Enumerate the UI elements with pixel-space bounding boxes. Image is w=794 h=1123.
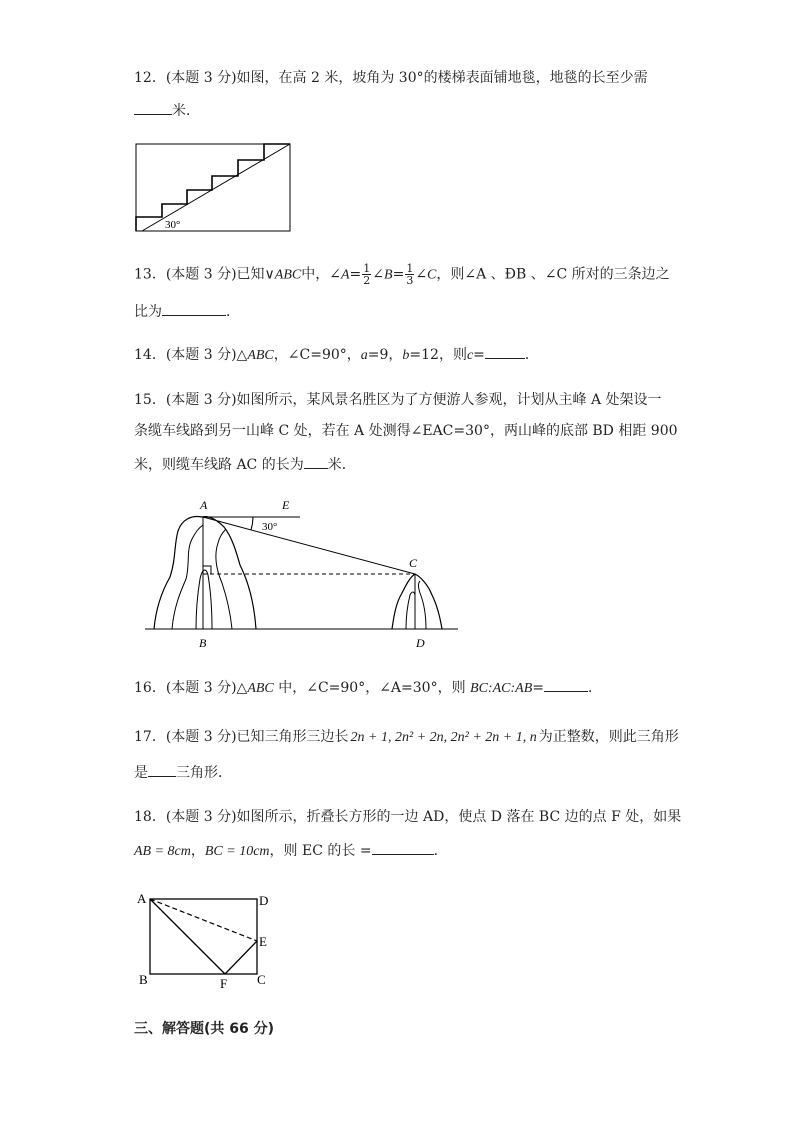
q15-small-mountain (392, 574, 442, 629)
q15-answer-blank[interactable] (304, 454, 328, 469)
q15-label-c: C (409, 556, 418, 570)
q14-var-b: b (402, 348, 410, 363)
q12-angle-label: 30° (165, 219, 181, 231)
q18-bc: BC = 10cm (204, 844, 270, 859)
q13-line1 (134, 263, 670, 286)
q14-text3: =12，则 (409, 347, 467, 363)
q14-text1: ，∠C=90°， (273, 347, 361, 363)
q18-answer-blank[interactable] (372, 840, 434, 855)
q12-answer-blank[interactable] (134, 100, 172, 115)
q12-slope (142, 144, 290, 231)
q18-line-ae (150, 899, 257, 941)
section-3-heading: 三、解答题(共 66 分) (134, 1021, 275, 1037)
q13-fraction-third: $\frac{1}{3}$ (406, 262, 414, 287)
q15-line3-b: 米． (327, 457, 356, 473)
q14-var-a: a (360, 348, 368, 363)
q16-triangle: △ABC (236, 681, 274, 696)
q18-label-e: E (259, 934, 267, 949)
q18-line1: 18．(本题 3 分)如图所示，折叠长方形的一边 AD，使点 D 落在 BC 边的点 F 处，如果 (134, 809, 682, 825)
q17-line2 (134, 762, 232, 783)
q12-line1: 12．(本题 3 分)如图，在高 2 米，坡角为 30°的楼梯表面铺地毯，地毯的长至少需 (134, 70, 648, 86)
q17-line2-b: 三角形． (176, 765, 232, 781)
q15-cable-car-figure (140, 495, 465, 655)
q18-line-af (150, 899, 225, 974)
q12-unit: 米． (172, 103, 200, 119)
q13-eq1: = (349, 266, 362, 283)
q15-line1: 15．(本题 3 分)如图所示，某风景名胜区为了方便游人参观，计划从主峰 A 处架设一 (134, 392, 662, 408)
q16-answer-blank[interactable] (544, 677, 588, 692)
q18-label-d: D (259, 893, 269, 908)
q15-small-ridge1 (406, 592, 415, 629)
q15-angle-label: 30° (262, 521, 278, 533)
q13-eq2: = (392, 266, 405, 283)
q13-end: ． (226, 304, 240, 320)
q16-end: ． (588, 680, 602, 696)
q18-label-f: F (220, 976, 228, 991)
q14-prefix: 14．(本题 3 分) (134, 347, 237, 363)
q15-small-ridge2 (419, 581, 427, 629)
q13-line2-text: 比为 (134, 304, 162, 320)
q18-label-b: B (139, 972, 148, 987)
q18-text: ，则 EC 的长 = (269, 843, 372, 859)
q18-line-fe (225, 941, 257, 974)
q17-answer-blank[interactable] (148, 762, 176, 777)
q13-zhong: 中， (301, 266, 330, 283)
q16-text2: = (532, 680, 544, 696)
q13-prefix: 13．(本题 3 分)已知 (134, 266, 265, 283)
q18-label-c: C (257, 972, 266, 987)
q13-fraction-half: $\frac{1}{2}$ (363, 262, 371, 287)
q16-line (134, 677, 602, 699)
q15-label-e: E (282, 498, 290, 512)
q15-mountain-ridge3 (196, 570, 212, 629)
q18-line2 (134, 840, 448, 862)
q14-line (134, 344, 539, 366)
q15-mountain-outer (154, 517, 256, 629)
q18-end: ． (433, 843, 448, 859)
q13-rest: ，则∠A 、ÐB 、∠C 所对的三条边之 (436, 266, 670, 283)
q13-angle-c: ∠C (415, 267, 437, 283)
q14-end: ． (524, 347, 539, 363)
q13-answer-blank[interactable] (162, 301, 226, 316)
q13-angle-a: ∠A (329, 267, 350, 283)
q18-label-a: A (137, 891, 147, 906)
q15-angle-arc (251, 517, 253, 530)
q13-angle-b: ∠B (372, 267, 393, 283)
q18-ab: AB = 8cm (134, 844, 191, 859)
q14-text4: = (473, 347, 485, 363)
q14-answer-blank[interactable] (485, 344, 525, 359)
q18-sep: ， (190, 843, 205, 859)
q15-label-d: D (416, 636, 425, 650)
q17-sides: 2n + 1, 2n² + 2n, 2n² + 2n + 1, n (350, 730, 537, 745)
q16-ratio: BC:AC:AB (470, 681, 533, 696)
q17-rest: 为正整数，则此三角形 (538, 729, 679, 745)
q16-text1: 中，∠C=90°，∠A=30°，则 (273, 680, 471, 696)
q15-label-b: B (199, 636, 207, 650)
q17-line1 (134, 727, 679, 748)
q15-label-a: A (200, 498, 208, 512)
q12-line2 (134, 100, 200, 121)
q17-line2-a: 是 (134, 765, 148, 781)
q14-triangle: △ABC (236, 348, 274, 363)
q14-text2: =9， (367, 347, 403, 363)
q15-mountain-ridge2 (216, 529, 232, 629)
q15-line-ac (203, 517, 415, 574)
q16-prefix: 16．(本题 3 分) (134, 680, 237, 696)
q13-triangle: ∨ABC (264, 267, 302, 283)
q15-line3 (134, 454, 356, 475)
q18-folding-rectangle-figure (134, 885, 279, 995)
q13-line2 (134, 301, 240, 322)
q15-line2: 条缆车线路到另一山峰 C 处，若在 A 处测得∠EAC=30°，两山峰的底部 BD 相距 900 (134, 423, 678, 439)
q14-var-c: c (466, 348, 474, 363)
q15-line3-a: 米，则缆车线路 AC 的长为 (134, 457, 304, 473)
q17-prefix: 17．(本题 3 分)已知三角形三边长 (134, 729, 349, 745)
q12-staircase-figure (134, 140, 294, 235)
q18-rectangle (150, 899, 257, 974)
